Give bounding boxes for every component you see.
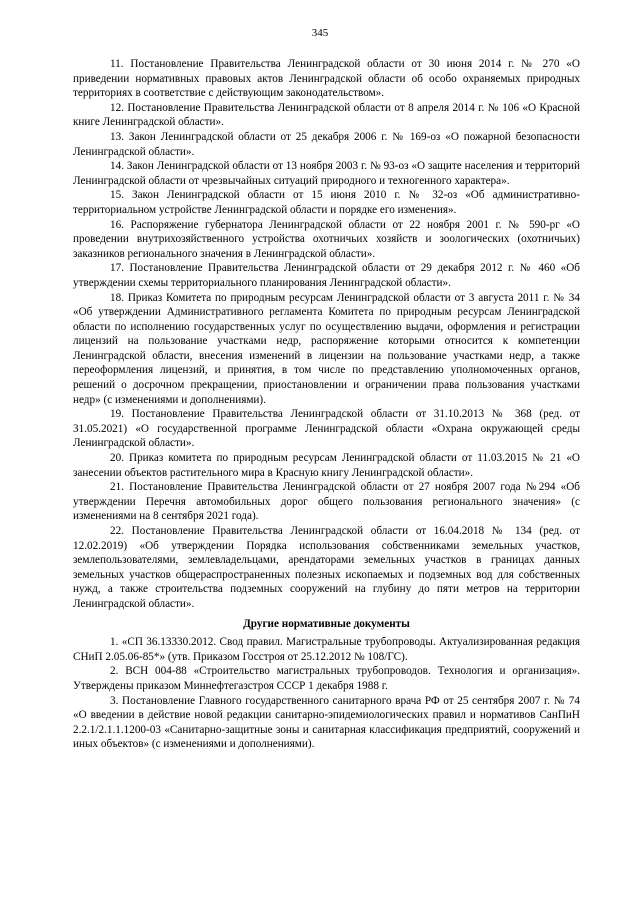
list-item: 16. Распоряжение губернатора Ленинградской области от 22 ноября 2001 г. № 590-рг «О проведении внутрихозяйственного устройства охотничьих хозяйств и зоологических (охотничьих) заказников регионального значения в Ленинградской области».: [73, 218, 580, 260]
list-item: 14. Закон Ленинградской области от 13 ноября 2003 г. № 93-оз «О защите населения и территорий Ленинградской области от чрезвычайных ситуаций природного и техногенного характера».: [73, 160, 580, 187]
list-item: 21. Постановление Правительства Ленинградской области от 27 ноября 2007 года №294 «Об утверждении Перечня автомобильных дорог общего пользования регионального значения» (с изменениями на 8 сентября 2021 года).: [73, 481, 580, 523]
list-item: 11. Постановление Правительства Ленинградской области от 30 июня 2014 г. № 270 «О приведении нормативных правовых актов Ленинградской области об особо охраняемых природных территориях в соответствие с действующим законодательством».: [73, 58, 580, 100]
list-item: 2. ВСН 004-88 «Строительство магистральных трубопроводов. Технология и организация». Утверждены приказом Миннефтегазстроя СССР 1 декабря 1988 г.: [73, 665, 580, 692]
list-item: 20. Приказ комитета по природным ресурсам Ленинградской области от 11.03.2015 № 21 «О занесении объектов растительного мира в Красную книгу Ленинградской области».: [73, 452, 580, 479]
list-item: 12. Постановление Правительства Ленинградской области от 8 апреля 2014 г. № 106 «О Красной книге Ленинградской области».: [73, 101, 580, 129]
list-item: 15. Закон Ленинградской области от 15 июня 2010 г. № 32-оз «Об административно-территориальном устройстве Ленинградской области и порядке его изменения».: [73, 189, 580, 216]
list-item: 19. Постановление Правительства Ленинградской области от 31.10.2013 № 368 (ред. от 31.05.2021) «О государственной программе Ленинградской области «Охрана окружающей среды Ленинградской области».: [73, 408, 580, 450]
list-item: 22. Постановление Правительства Ленинградской области от 16.04.2018 № 134 (ред. от 12.02.2019) «Об утверждении Порядка использования собственниками земельных участков, землепользователями, землевладельцами, арендаторами земельных участков в границах данных земельных участков общераспространенных полезных ископаемых и подземных вод для собственных нужд, а также строительства подземных сооружений на глубину до пяти метров на территории Ленинградской области».: [73, 525, 580, 610]
page-number: 345: [311, 27, 329, 39]
list-item: 17. Постановление Правительства Ленинградской области от 29 декабря 2012 г. № 460 «Об утверждении схемы территориального планирования Ленинградской области».: [73, 262, 580, 289]
list-item: 3. Постановление Главного государственного санитарного врача РФ от 25 сентября 2007 г. № 74 «О введении в действие новой редакции санитарно-эпидемиологических правил и нормативов СанПиН 2.2.1/2.1.1.1200-03 «Санитарно-защитные зоны и санитарная классификация предприятий, сооружений и иных объектов» (с изменениями и дополнениями).: [73, 694, 580, 751]
document-body: [73, 57, 580, 752]
section-heading: Другие нормативные документы: [243, 617, 410, 630]
list-item: 13. Закон Ленинградской области от 25 декабря 2006 г. № 169-оз «О пожарной безопасности Ленинградской области».: [73, 130, 580, 158]
list-item: 1. «СП 36.13330.2012. Свод правил. Магистральные трубопроводы. Актуализированная редакция СНиП 2.05.06-85*» (утв. Приказом Госстроя от 25.12.2012 № 108/ГС).: [73, 636, 580, 663]
list-item: 18. Приказ Комитета по природным ресурсам Ленинградской области от 3 августа 2011 г. № 34 «Об утверждении Административного регламента Комитета по природным ресурсам Ленинградской области по исполнению государственных услуг по осуществлению выдачи, оформления и регистрации лицензий на пользование участками недр, распоряжение которыми относится к компетенции Ленинградской области, внесения изменений в лицензии на пользование участками недр, а также переоформления лицензий, и принятия, в том числе по представлению уполномоченных органов, решений о досрочном прекращении, приостановлении и ограничении права пользования участками недр» (с изменениями и дополнениями).: [73, 291, 580, 406]
